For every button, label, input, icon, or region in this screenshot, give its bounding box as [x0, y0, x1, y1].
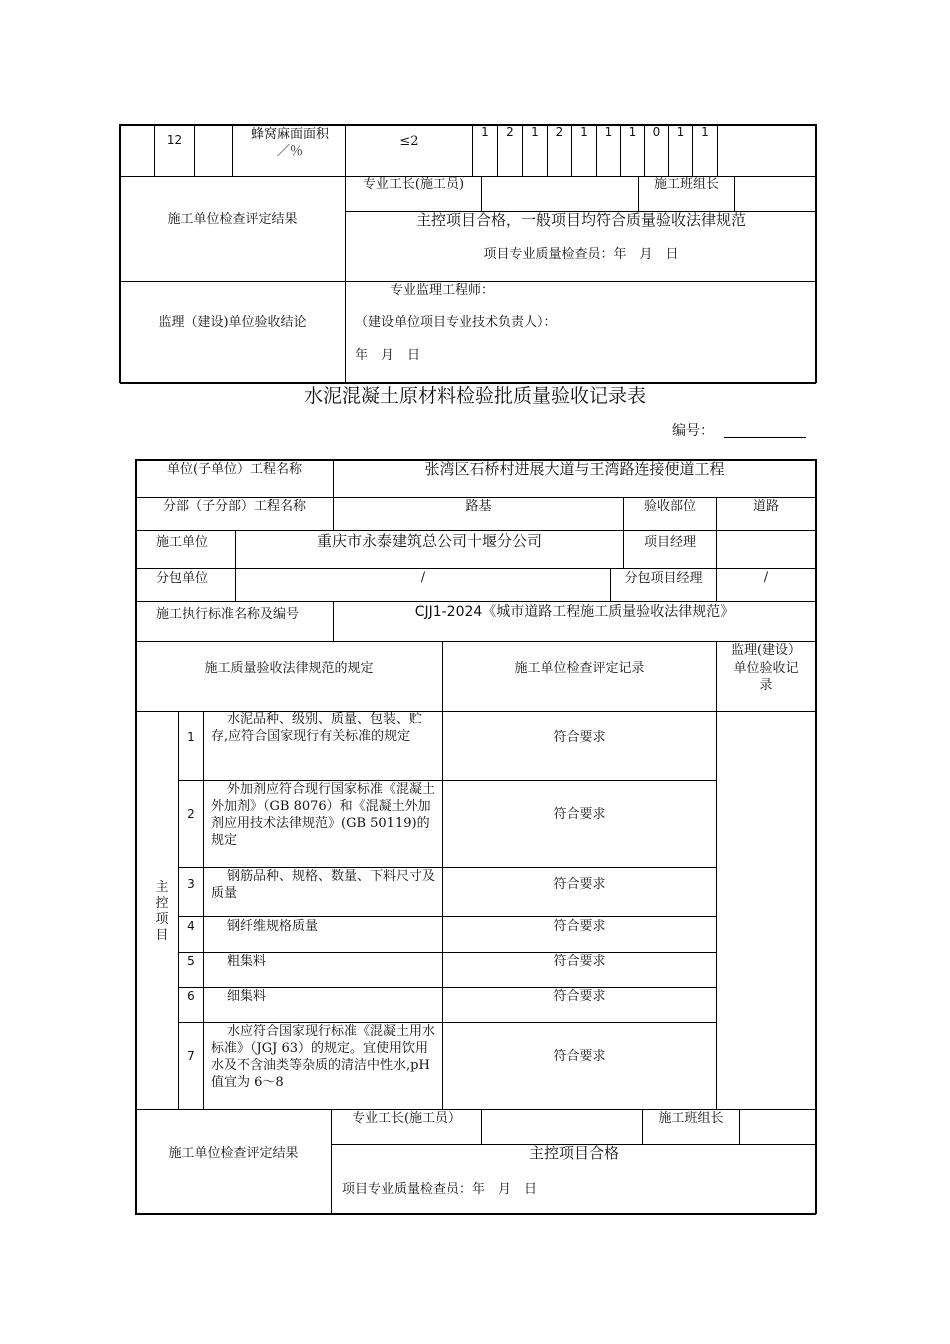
unit-project-label: 单位(子单位）工程名称	[166, 462, 303, 477]
contractor-label: 施工单位	[156, 535, 209, 550]
item-number: 6	[187, 989, 195, 1003]
record-header: 施工单位检查评定记录	[514, 661, 645, 676]
check-conclusion: 主控项目合格，一般项目均符合质量验收法律规范	[415, 211, 746, 229]
team-leader-label: 施工班组长	[653, 177, 719, 192]
number-blank-line	[724, 437, 806, 438]
owner-representative: （建设单位项目专业技术负责人）：	[355, 315, 557, 330]
item-name: 蜂窝麻面面积／％	[250, 127, 329, 159]
spec-header: 施工质量验收法律规范的规定	[204, 661, 374, 676]
acceptance-part-label: 验收部位	[643, 499, 696, 514]
standard-label: 施工执行标准名称及编号	[156, 607, 300, 622]
item-result: 符合要求	[553, 1049, 606, 1064]
foreman-label: 专业工长(施工员)	[362, 177, 465, 192]
page-title: 水泥混凝土原材料检验批质量验收记录表	[303, 385, 646, 407]
contractor-value: 重庆市永泰建筑总公司十堰分公司	[316, 532, 542, 550]
item-number: 7	[187, 1049, 195, 1063]
bottom-check-label: 施工单位检查评定结果	[168, 1146, 299, 1161]
supervision-header-line1: 监理(建设）	[730, 643, 802, 658]
measurement-value: 0	[652, 125, 661, 139]
item-spec: 水应符合国家现行标准《混凝土用水标准》（JGJ 63）的规定。宜使用饮用水及不含油类等杂质的清洁中性水,pH 值宜为 6～8	[211, 1024, 436, 1090]
measurement-value: 1	[481, 125, 489, 139]
allowed-deviation: ≤2	[399, 134, 419, 149]
inspector-line: 项目专业质量检查员：年 月 日	[483, 247, 679, 262]
sub-project-value: 路基	[465, 499, 492, 514]
bottom-team-leader-label: 施工班组长	[658, 1111, 724, 1126]
measurement-value: 1	[676, 125, 685, 139]
main-control-label: 主控项目	[155, 880, 169, 943]
subcontractor-label: 分包单位	[156, 571, 209, 586]
supervision-label: 监理（建设)单位验收结论	[158, 315, 307, 330]
unit-project-value: 张湾区石桥村进展大道与王湾路连接便道工程	[424, 460, 725, 478]
item-result: 符合要求	[553, 730, 606, 745]
item-number: 5	[187, 954, 195, 968]
project-manager-label: 项目经理	[643, 535, 696, 550]
item-number: 3	[187, 877, 195, 891]
item-result: 符合要求	[553, 954, 606, 969]
bottom-foreman-label: 专业工长(施工员）	[351, 1111, 462, 1126]
item-result: 符合要求	[553, 919, 606, 934]
measurement-value: 1	[580, 125, 588, 139]
bottom-inspector-line: 项目专业质量检查员：年 月 日	[342, 1182, 538, 1197]
subcontractor-value: /	[420, 570, 426, 585]
sub-project-label: 分部（子分部）工程名称	[162, 499, 306, 514]
sub-pm-value: /	[763, 570, 769, 585]
row-number: 12	[166, 133, 183, 147]
item-spec: 钢纤维规格质量	[227, 919, 319, 934]
item-spec: 细集料	[227, 989, 267, 1004]
measurement-value: 1	[531, 125, 539, 139]
item-result: 符合要求	[553, 807, 606, 822]
supervision-date: 年 月 日	[355, 348, 421, 363]
measurement-value: 2	[555, 125, 564, 139]
item-number: 4	[187, 919, 195, 933]
item-result: 符合要求	[553, 989, 606, 1004]
item-result: 符合要求	[553, 877, 606, 892]
acceptance-part-value: 道路	[752, 499, 779, 514]
measurement-value: 1	[604, 125, 613, 139]
item-spec: 粗集料	[227, 954, 267, 969]
measurement-value: 1	[628, 125, 637, 139]
check-result-label: 施工单位检查评定结果	[167, 212, 298, 227]
item-spec: 水泥品种、级别、质量、包装、贮存,应符合国家现行有关标准的规定	[211, 712, 423, 744]
number-label: 编号：	[672, 423, 714, 439]
standard-value: CJJ1-2024《城市道路工程施工质量验收法律规范》	[414, 604, 735, 620]
supervision-header-line3: 录	[759, 678, 773, 693]
supervision-header-line2: 单位验收记	[733, 661, 799, 676]
item-number: 1	[187, 730, 195, 744]
bottom-conclusion: 主控项目合格	[528, 1144, 619, 1162]
supervision-engineer: 专业监理工程师：	[390, 283, 495, 298]
item-spec: 钢筋品种、规格、数量、下料尺寸及质量	[211, 869, 436, 901]
measurement-value: 1	[701, 125, 709, 139]
sub-pm-label: 分包项目经理	[624, 571, 703, 586]
item-spec: 外加剂应符合现行国家标准《混凝土外加剂》（GB 8076）和《混凝土外加剂应用技术法律规范》(GB 50119)的规定	[211, 782, 436, 848]
item-number: 2	[187, 807, 195, 821]
measurement-value: 2	[506, 125, 514, 139]
